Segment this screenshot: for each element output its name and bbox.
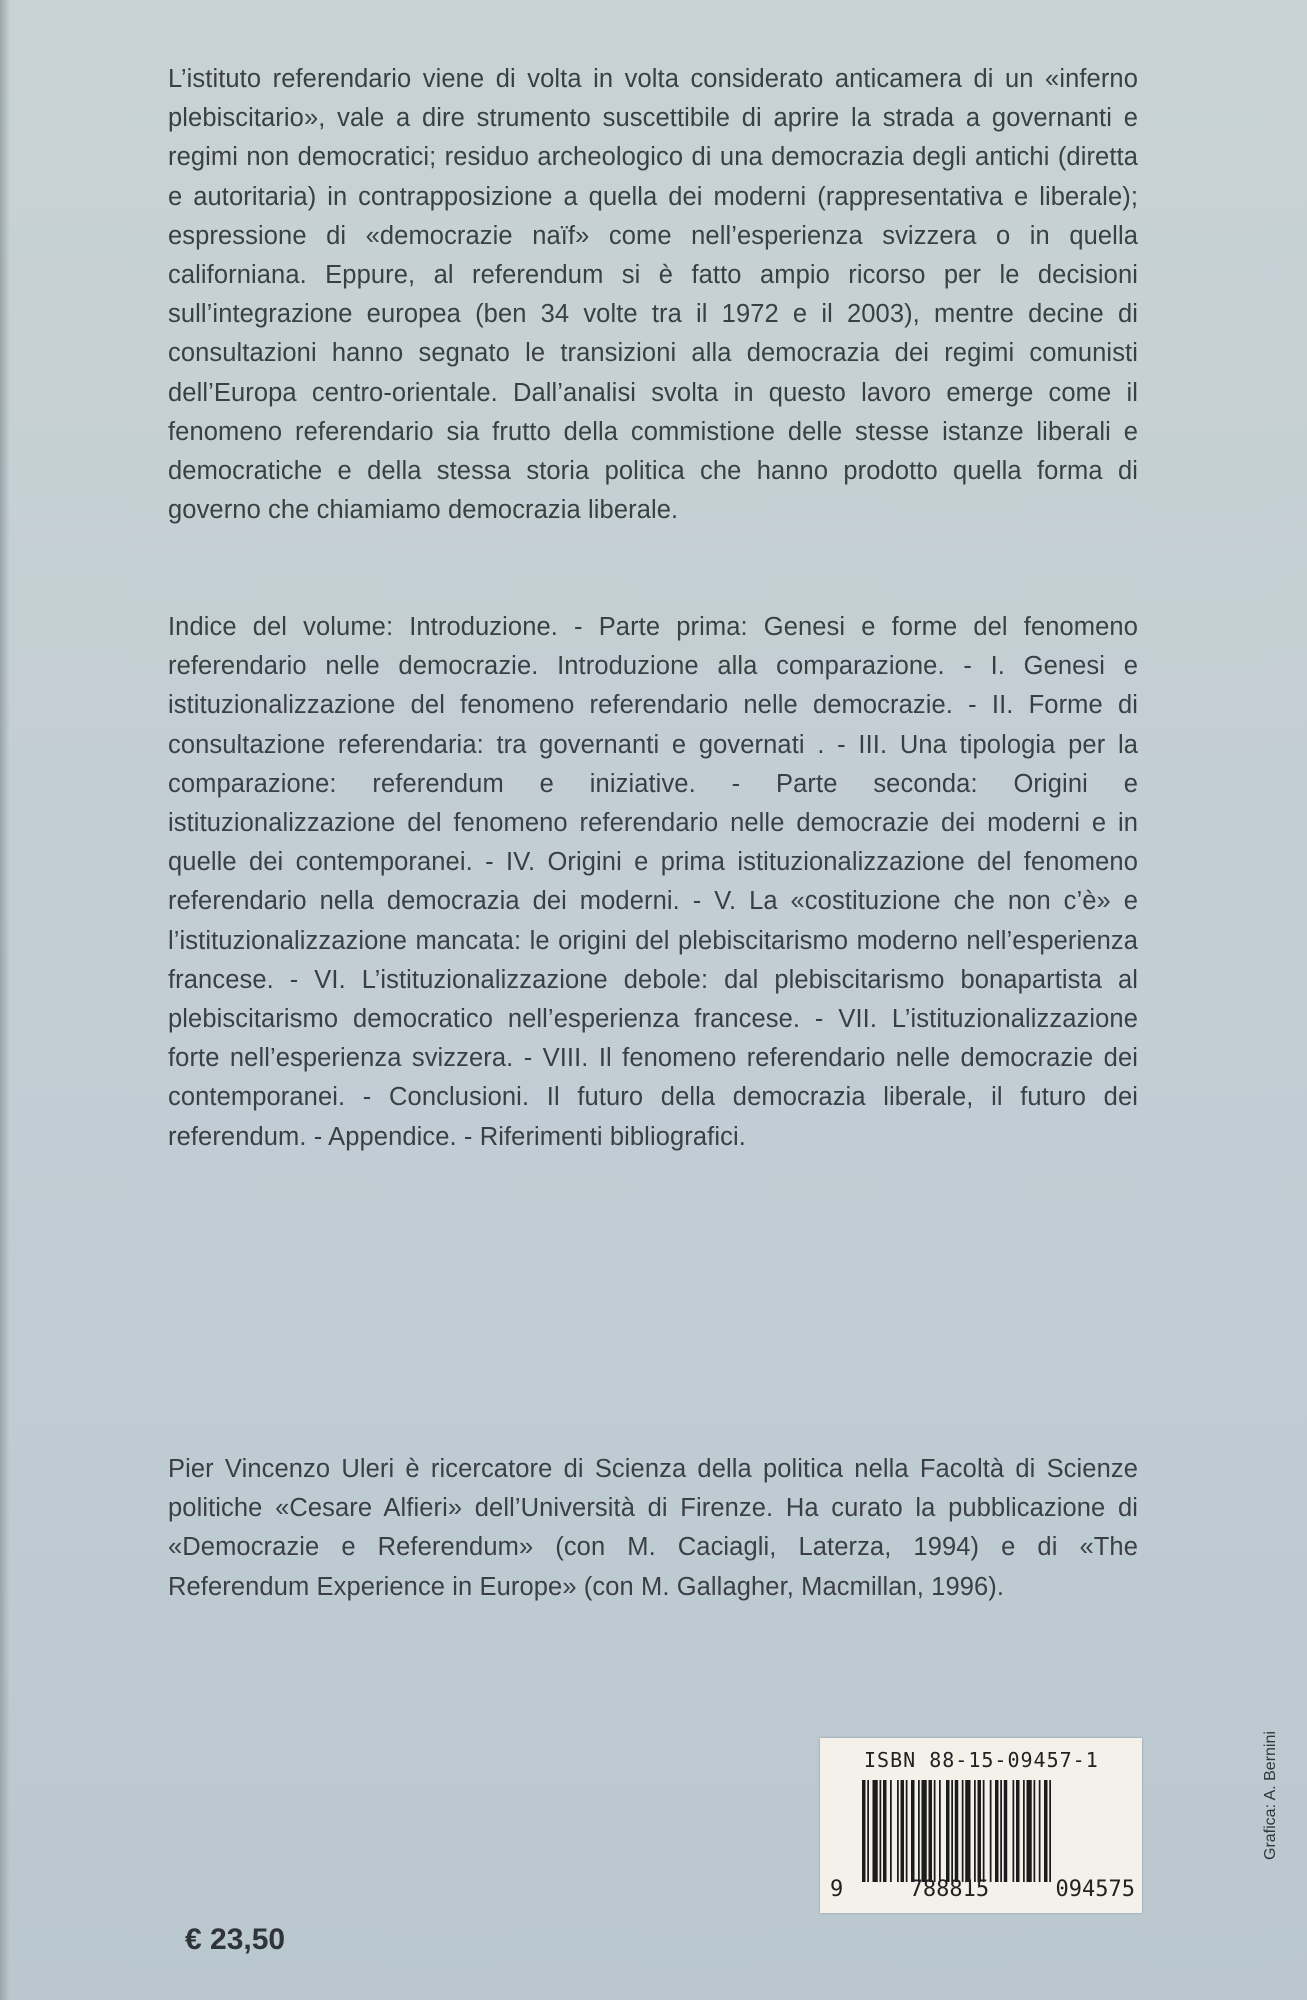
table-of-contents: Indice del volume: Introduzione. - Parte prima: Genesi e forme del fenomeno referendario nelle democrazie. Introduzione alla comparazione. - I. Genesi e istituzionalizzazione del fenomeno referendario nelle democrazie. - II. Forme di consultazione referendaria: tra governanti e governati . - III. Una tipologia per la comparazione: referendum e iniziative. - Parte seconda: Origini e istituzionalizzazione del fenomeno referendario nelle democrazie dei moderni e in quelle dei contemporanei. - IV. Origini e prima istituzionalizzazione del fenomeno referendario nella democrazia dei moderni. - V. La «costituzione che non c’è» e l’istituzionalizzazione mancata: le origini del plebiscitarismo moderno nell’esperienza francese. - VI. L’istituzionalizzazione debole: dal plebiscitarismo bonapartista al plebiscitarismo democratico nell’esperienza francese. - VII. L’istituzionalizzazione forte nell’esperienza svizzera. - VIII. Il fenomeno referendario nelle democrazie dei contemporanei. - Conclusioni. Il futuro della democrazia liberale, il futuro dei referendum. - Appendice. - Riferimenti bibliografici. bbox=[168, 613, 1138, 1151]
barcode-digit-prefix: 9 bbox=[830, 1877, 844, 1902]
barcode-digits bbox=[830, 1877, 1135, 1902]
design-credit: Grafica: A. Bernini bbox=[1262, 1731, 1279, 1860]
barcode-digit-group-right: 094575 bbox=[1055, 1877, 1135, 1902]
cover-edge-shadow bbox=[0, 0, 10, 2000]
price-label: € 23,50 bbox=[185, 1923, 286, 1956]
author-bio: Pier Vincenzo Uleri è ricercatore di Scienza della politica nella Facoltà di Scienze politiche «Cesare Alfieri» dell’Università di Firenze. Ha curato la pubblicazione di «Democrazie e Referendum» (con M. Caciagli, Laterza, 1994) e di «The Referendum Experience in Europe» (con M. Gallagher, Macmillan, 1996). bbox=[168, 1455, 1138, 1601]
barcode-image bbox=[860, 1780, 1130, 1882]
back-cover-blurb: L’istituto referendario viene di volta in volta considerato anticamera di un «inferno plebiscitario», vale a dire strumento suscettibile di aprire la strada a governanti e regimi non democratici; residuo archeologico di una democrazia degli antichi (diretta e autoritaria) in contrapposizione a quella dei moderni (rappresentativa e liberale); espressione di «democrazie naïf» come nell’esperienza svizzera o in quella californiana. Eppure, al referendum si è fatto ampio ricorso per le decisioni sull’integrazione europea (ben 34 volte tra il 1972 e il 2003), mentre decine di consultazioni hanno segnato le transizioni alla democrazia dei regimi comunisti dell’Europa centro-orientale. Dall’analisi svolta in questo lavoro emerge come il fenomeno referendario sia frutto della commistione delle stesse istanze liberali e democratiche e della stessa storia politica che hanno prodotto quella forma di governo che chiamiamo democrazia liberale. bbox=[168, 65, 1138, 525]
isbn-number: ISBN 88-15-09457-1 bbox=[864, 1748, 1099, 1772]
barcode-digit-group-left: 788815 bbox=[909, 1877, 990, 1902]
